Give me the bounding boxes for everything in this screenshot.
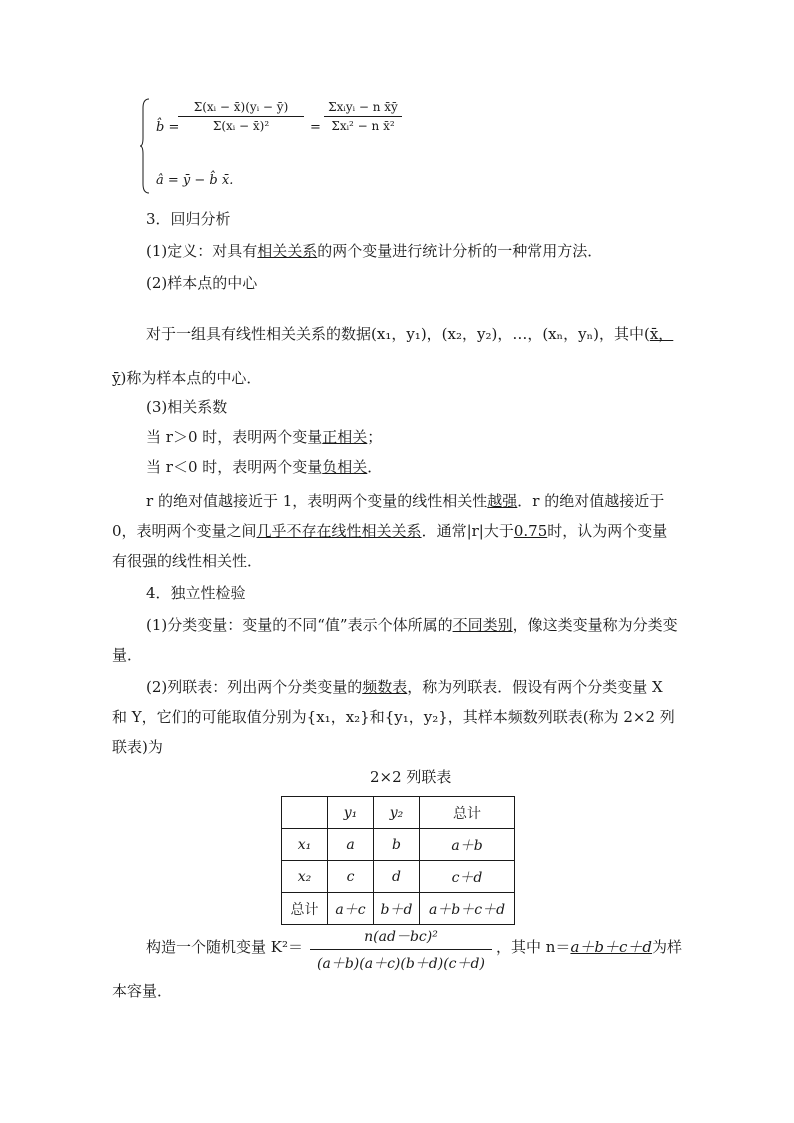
negative-correlation-line	[146, 456, 382, 477]
table-cell: a	[328, 829, 374, 861]
text: (2)列联表：列出两个分类变量的	[146, 678, 363, 696]
table-row	[282, 829, 515, 861]
contingency-table-paragraph	[112, 672, 682, 762]
a-hat-formula: â = ȳ − b̂ x̄.	[156, 173, 234, 188]
table-cell: a＋c	[328, 893, 374, 925]
positive-correlation-line	[146, 426, 382, 447]
sample-center-heading: (2)样本点的中心	[146, 274, 258, 292]
text: ，其中 n＝	[496, 938, 571, 956]
fraction-bar	[310, 949, 492, 950]
text: 为样	[652, 938, 683, 956]
fraction-1-numerator: Σ(xᵢ − x̄)(yᵢ − ȳ)	[193, 100, 289, 114]
underlined-term: ȳ	[112, 369, 121, 387]
underlined-term: 越强	[487, 492, 518, 510]
text: ；	[367, 428, 383, 446]
fraction-2-numerator: Σxᵢyᵢ − n x̄ȳ	[328, 100, 398, 114]
text: 对于一组具有线性相关关系的数据(x₁，y₁)，(x₂，y₂)，…，(xₙ，yₙ)，其中(	[146, 325, 650, 343]
k-squared-tail	[496, 936, 682, 957]
table-row	[282, 893, 515, 925]
underlined-term: 相关关系	[257, 242, 318, 260]
table-cell: a＋b＋c＋d	[420, 893, 515, 925]
text: ．	[367, 458, 383, 476]
k-denominator: (a＋b)(a＋c)(b＋d)(c＋d)	[317, 956, 485, 972]
text: ，像这类变量称为分类变量．	[112, 616, 678, 664]
left-brace	[140, 98, 150, 194]
table-header-row	[282, 797, 515, 829]
text: 的两个变量进行统计分析的一种常用方法．	[317, 242, 603, 260]
underlined-term: 0.75	[513, 522, 548, 540]
sample-center-paragraph	[112, 312, 682, 400]
k-numerator: n(ad－bc)²	[364, 929, 438, 945]
text: (1)分类变量：变量的不同“值”表示个体所属的	[146, 616, 453, 634]
section4-heading: 4．独立性检验	[146, 584, 246, 602]
table-cell: d	[374, 861, 420, 893]
table-cell: a＋b	[420, 829, 515, 861]
table-cell: b	[374, 829, 420, 861]
section3-heading: 3．回归分析	[146, 210, 231, 228]
fraction-1-denominator: Σ(xᵢ − x̄)²	[212, 119, 270, 133]
k-squared-fraction	[310, 926, 492, 973]
table-cell: y₂	[374, 797, 420, 829]
underlined-term: x̄，	[649, 325, 674, 343]
k-squared-continuation: 本容量．	[112, 982, 173, 1000]
text: 当 r＜0 时，表明两个变量	[146, 458, 323, 476]
underlined-term: 几乎不存在线性相关关系	[256, 522, 422, 540]
underlined-term: 正相关	[322, 428, 368, 446]
underlined-term: 频数表	[362, 678, 408, 696]
correlation-coefficient-heading: (3)相关系数	[146, 398, 228, 416]
table-cell: x₂	[282, 861, 328, 893]
table-cell: y₁	[328, 797, 374, 829]
text: 时，认为两个变量有很强的线性相关性．	[112, 522, 668, 570]
text: ．r 的绝对值越接近于 0，表明两个变量之间	[112, 492, 665, 540]
table-cell: 总计	[282, 893, 328, 925]
categorical-variable-paragraph	[112, 610, 682, 670]
fraction-2-denominator: Σxᵢ² − n x̄²	[331, 119, 395, 133]
table-cell: x₁	[282, 829, 328, 861]
correlation-strength-paragraph	[112, 486, 682, 576]
table-cell	[282, 797, 328, 829]
fraction-bar	[178, 116, 304, 117]
text: 当 r＞0 时，表明两个变量	[146, 428, 323, 446]
regression-fraction-2	[324, 100, 402, 133]
underlined-term: 负相关	[322, 458, 368, 476]
text: ．通常|r|大于	[421, 522, 514, 540]
table-title: 2×2 列联表	[370, 768, 452, 786]
text: )称为样本点的中心．	[120, 369, 262, 387]
text: ，称为列联表．假设有两个分类变量 X 和 Y，它们的可能取值分别为{x₁，x₂}和{y₁，y₂}，其样本频数列联表(称为 2×2 列联表)为	[112, 678, 675, 756]
equals-sign: =	[310, 120, 321, 135]
text: (1)定义：对具有	[146, 242, 258, 260]
contingency-table	[281, 796, 515, 925]
regression-fraction-1	[178, 100, 304, 133]
underlined-term: a＋b＋c＋d	[570, 938, 652, 956]
table-cell: c	[328, 861, 374, 893]
table-row	[282, 861, 515, 893]
table-cell: 总计	[420, 797, 515, 829]
b-hat-label: b̂ =	[156, 120, 180, 135]
table-cell: c＋d	[420, 861, 515, 893]
k-squared-label: 构造一个随机变量 K²＝	[146, 938, 303, 956]
underlined-term: 不同类别	[452, 616, 513, 634]
fraction-bar	[324, 116, 402, 117]
definition-line	[146, 240, 602, 261]
table-cell: b＋d	[374, 893, 420, 925]
text: r 的绝对值越接近于 1，表明两个变量的线性相关性	[146, 492, 488, 510]
